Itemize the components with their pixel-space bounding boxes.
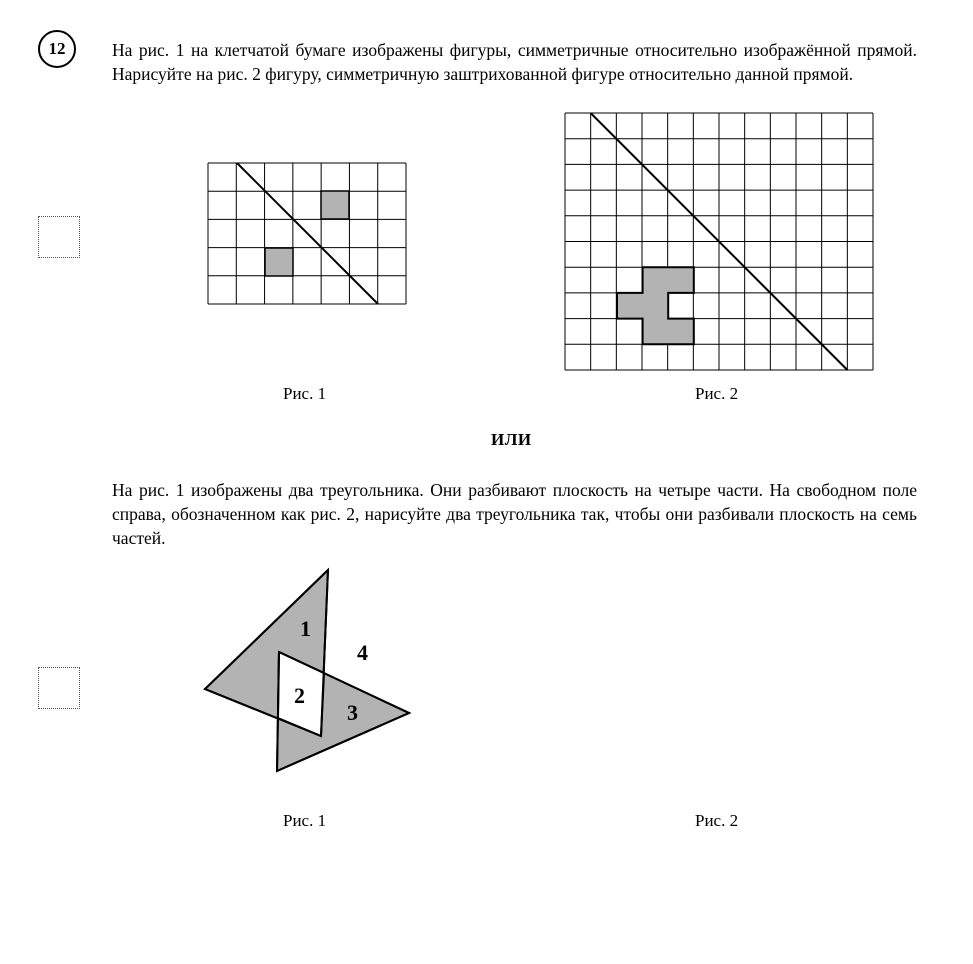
region-label-1: 1 (300, 616, 311, 641)
fig-b1-caption: Рис. 1 (283, 811, 327, 830)
fig-b2-drawing-field[interactable] (560, 560, 900, 790)
region-label-2: 2 (294, 683, 305, 708)
fig-b2-caption: Рис. 2 (695, 811, 739, 830)
task-number: 12 (38, 30, 76, 68)
region-label-3: 3 (347, 700, 358, 725)
fig-a2-caption: Рис. 2 (695, 384, 739, 403)
or-label: ИЛИ (491, 430, 532, 449)
region-label-4: 4 (357, 640, 368, 665)
task-b-text: На рис. 1 изображены два треугольника. Они разбивают плоскость на четыре части. На свободном поле справа, обозначенном как рис. 2, нарисуйте два треугольника так, чтобы они разбивали плоскость на семь частей. (112, 480, 917, 548)
task-a-text: На рис. 1 на клетчатой бумаге изображены фигуры, симметричные относительно изображённой прямой. Нарисуйте на рис. 2 фигуру, симметричную заштрихованной фигуре относительно данной прямой. (112, 40, 917, 84)
fig-a1-caption: Рис. 1 (283, 384, 327, 403)
